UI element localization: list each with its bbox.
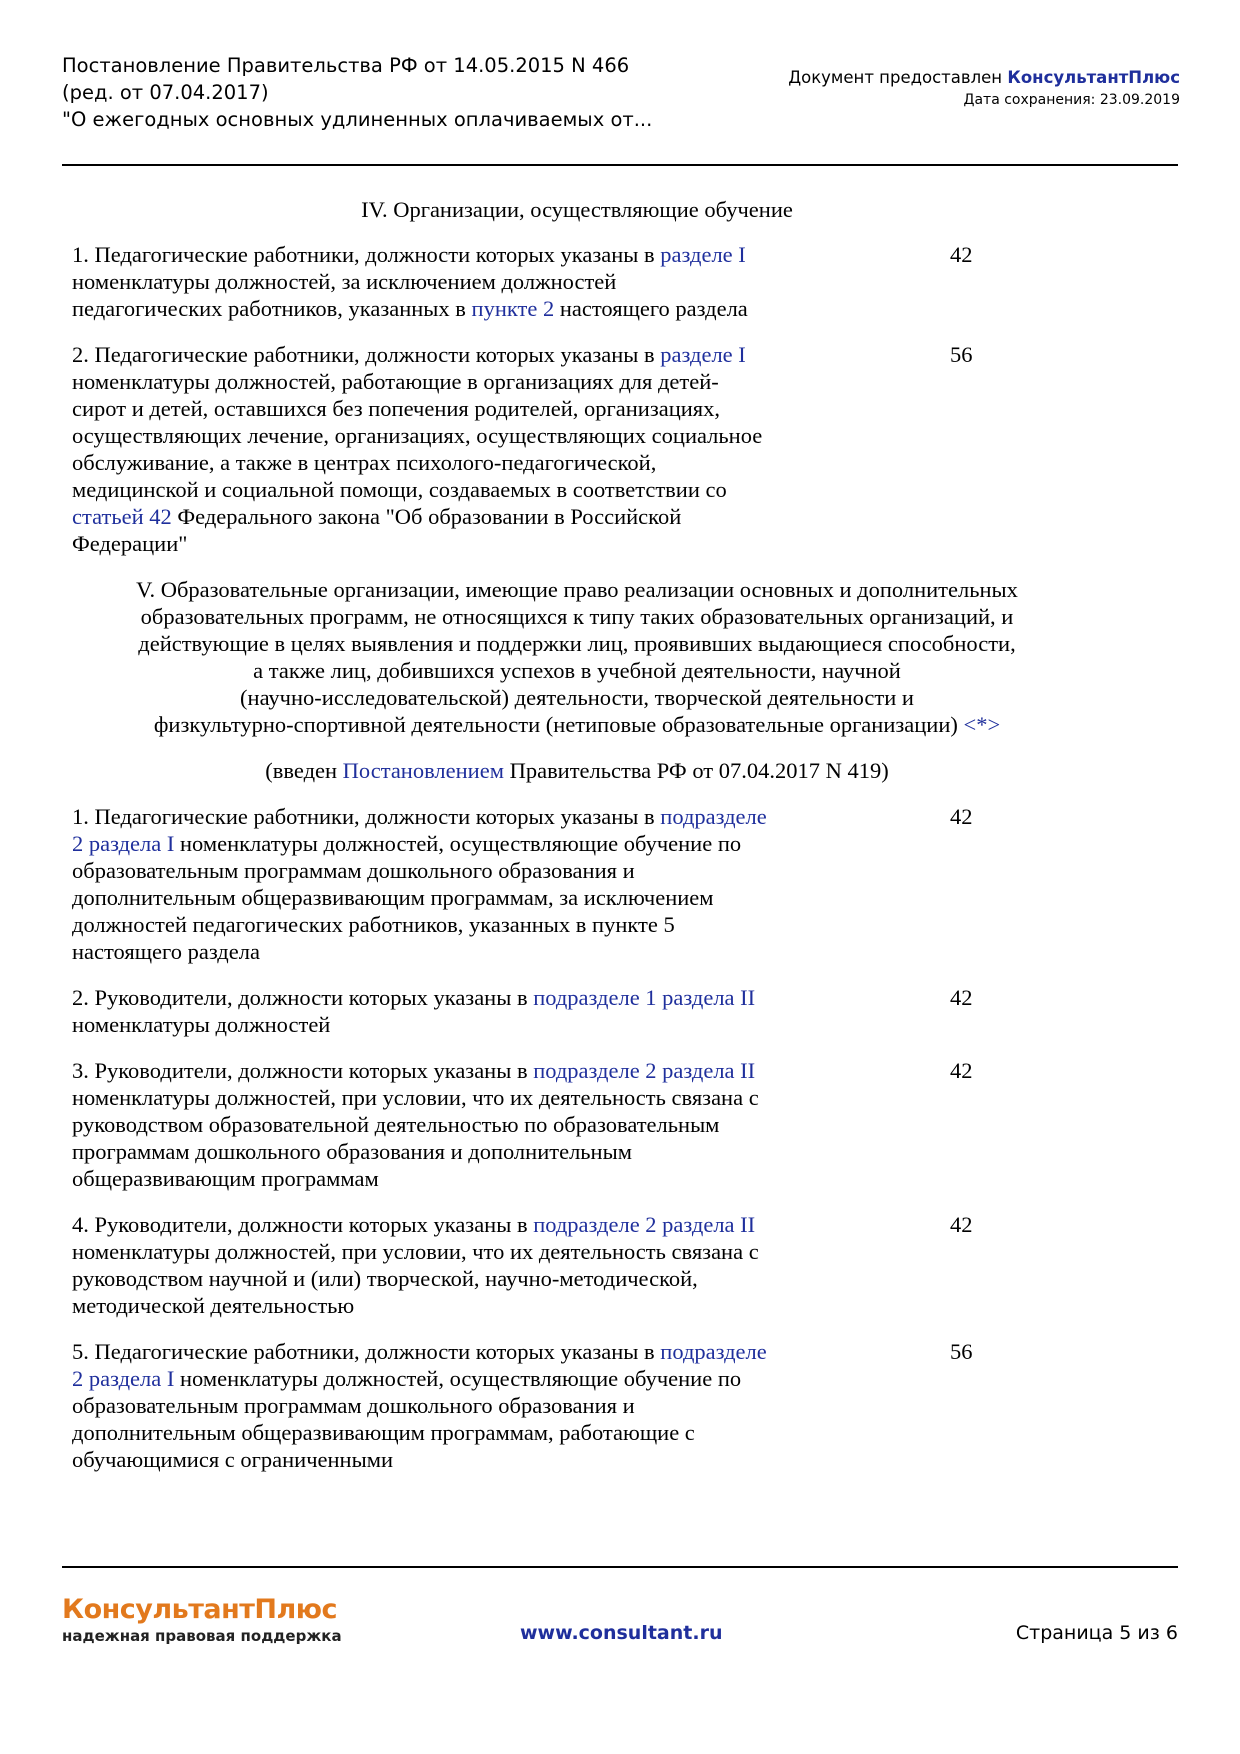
leave-days-value: 42	[950, 242, 973, 267]
footnote-link[interactable]: <*>	[963, 712, 1001, 737]
footer-divider	[62, 1566, 1178, 1568]
reference-link[interactable]: подразделе 1 раздела II	[533, 985, 756, 1010]
provider-info	[660, 66, 1180, 110]
row-description	[72, 241, 772, 322]
table-row	[72, 1338, 1082, 1473]
document-title-line: Постановление Правительства РФ от 14.05.2015 N 466	[62, 54, 630, 77]
page-number: Страница 5 из 6	[1015, 1622, 1178, 1644]
section-v-title-line: образовательных программ, не относящихся к типу таких образовательных организаций, и	[140, 604, 1014, 629]
row-text: 1. Педагогические работники, должности которых указаны в	[72, 242, 661, 267]
row-text: 1. Педагогические работники, должности которых указаны в	[72, 804, 661, 829]
row-text: номенклатуры должностей, осуществляющие обучение по образовательным программам дошкольного образования и дополнительным общеразвивающим программам, работающие с обучающимися с ограниченными	[72, 1366, 742, 1472]
row-description	[72, 984, 772, 1038]
leave-days-value: 42	[950, 804, 973, 829]
reference-link[interactable]: подразделе 2 раздела II	[533, 1058, 756, 1083]
section-v-title-line: а также лиц, добившихся успехов в учебной деятельности, научной	[253, 658, 901, 683]
table-row	[72, 984, 1082, 1038]
footer-tagline: надежная правовая поддержка	[62, 1627, 342, 1645]
row-text: 5. Педагогические работники, должности которых указаны в	[72, 1339, 661, 1364]
row-description	[72, 803, 772, 965]
row-description	[72, 1057, 772, 1192]
row-text: номенклатуры должностей, при условии, что их деятельность связана с руководством образовательной деятельностью по образовательным программам дошкольного образования и дополнительным общеразвивающим программам	[72, 1085, 759, 1191]
header-divider	[62, 164, 1178, 166]
section-v-title-line	[72, 711, 1082, 738]
row-description	[72, 341, 772, 557]
reference-link[interactable]: разделе I	[660, 242, 746, 267]
row-text: 2. Руководители, должности которых указаны в	[72, 985, 534, 1010]
section-v-items	[72, 803, 1082, 1473]
leave-days-value: 42	[950, 985, 973, 1010]
amendment-suffix: Правительства РФ от 07.04.2017 N 419)	[503, 758, 889, 783]
reference-link[interactable]: пункте 2	[471, 296, 555, 321]
reference-link[interactable]: подразделе 2 раздела I	[72, 1339, 767, 1391]
leave-days-value: 56	[950, 342, 973, 367]
footer-brand-name: КонсультантПлюс	[62, 1594, 338, 1625]
row-text: настоящего раздела	[554, 296, 748, 321]
save-date: Дата сохранения: 23.09.2019	[963, 92, 1180, 108]
leave-days-value: 42	[950, 1058, 973, 1083]
table-row	[72, 1211, 1082, 1319]
table-row	[72, 341, 1082, 557]
row-text: номенклатуры должностей	[72, 1012, 331, 1037]
row-text: Федерального закона "Об образовании в Российской Федерации"	[72, 504, 682, 556]
table-row	[72, 1057, 1082, 1192]
leave-days-value: 56	[950, 1339, 973, 1364]
row-text: номенклатуры должностей, работающие в организациях для детей-сирот и детей, оставшихся без попечения родителей, организациях, осуществляющих лечение, организациях, осуществляющих социальное обслуживание, а также в центрах психолого-педагогической, медицинской и социальной помощи, создаваемых в соответствии со	[72, 369, 763, 502]
table-row	[72, 241, 1082, 322]
section-v-title-line: действующие в целях выявления и поддержки лиц, проявивших выдающиеся способности,	[138, 631, 1016, 656]
row-text: 2. Педагогические работники, должности которых указаны в	[72, 342, 661, 367]
document-body	[72, 196, 1082, 1492]
provided-by-label: Документ предоставлен	[788, 68, 1008, 87]
provider-brand-link[interactable]: КонсультантПлюс	[1007, 68, 1180, 87]
section-v-title-line: (научно-исследовательской) деятельности, творческой деятельности и	[240, 685, 914, 710]
section-iv-title: IV. Организации, осуществляющие обучение	[361, 197, 793, 222]
row-text: номенклатуры должностей, осуществляющие обучение по образовательным программам дошкольного образования и дополнительным общеразвивающим программам, за исключением должностей педагогических работников, указанных в пункте 5 настоящего раздела	[72, 831, 742, 964]
section-iv-items	[72, 241, 1082, 557]
amendment-note	[72, 757, 1082, 784]
footer-logo	[62, 1594, 342, 1646]
row-description	[72, 1338, 772, 1473]
section-v-title-text: физкультурно-спортивной деятельности (нетиповые образовательные организации)	[153, 712, 964, 737]
leave-days-value: 42	[950, 1212, 973, 1237]
row-text: номенклатуры должностей, при условии, что их деятельность связана с руководством научной и (или) творческой, научно-методической, методической деятельностью	[72, 1239, 759, 1318]
row-text: 3. Руководители, должности которых указаны в	[72, 1058, 534, 1083]
row-text: 4. Руководители, должности которых указаны в	[72, 1212, 534, 1237]
document-title	[62, 52, 702, 133]
amendment-link[interactable]: Постановлением	[342, 758, 504, 783]
document-title-line: "О ежегодных основных удлиненных оплачиваемых от...	[62, 108, 653, 131]
reference-link[interactable]: разделе I	[660, 342, 746, 367]
amendment-prefix: (введен	[265, 758, 343, 783]
document-title-line: (ред. от 07.04.2017)	[62, 81, 269, 104]
reference-link[interactable]: подразделе 2 раздела I	[72, 804, 767, 856]
row-description	[72, 1211, 772, 1319]
section-v-title-line: V. Образовательные организации, имеющие право реализации основных и дополнительных	[136, 577, 1018, 602]
section-v-title	[72, 576, 1082, 738]
footer-website-link[interactable]: www.consultant.ru	[520, 1622, 723, 1644]
row-text: номенклатуры должностей, за исключением должностей педагогических работников, указанных в	[72, 269, 617, 321]
reference-link[interactable]: статьей 42	[72, 504, 172, 529]
table-row	[72, 803, 1082, 965]
provided-by	[660, 66, 1180, 90]
reference-link[interactable]: подразделе 2 раздела II	[533, 1212, 756, 1237]
